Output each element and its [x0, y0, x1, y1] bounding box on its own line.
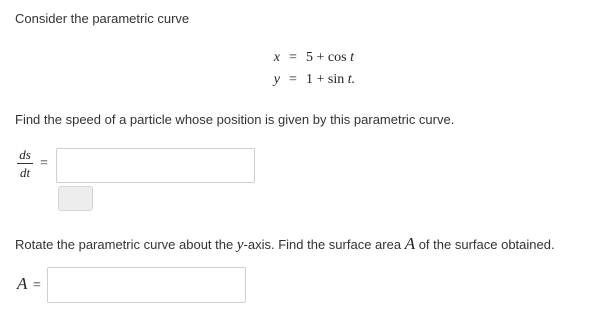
speed-answer-value — [57, 149, 254, 167]
area-label-var: A — [17, 274, 28, 293]
parametric-equations — [266, 50, 355, 88]
fraction-bar — [17, 163, 33, 164]
equation-x-var: x — [273, 50, 280, 65]
surface-area-answer-value — [48, 268, 245, 286]
surface-question-area-var: A — [404, 234, 416, 253]
ds-dt-fraction — [17, 148, 33, 179]
equation-x — [266, 50, 355, 66]
equation-y-var: y — [273, 72, 280, 87]
speed-equals-sign: = — [40, 156, 48, 171]
area-equals-sign: = — [33, 278, 41, 293]
equation-x-rhs: 5 + cos — [306, 50, 347, 65]
intro-text: Consider the parametric curve — [15, 11, 190, 26]
speed-preview-button[interactable] — [58, 186, 93, 211]
surface-question-part1: Rotate the parametric curve about the — [15, 237, 234, 252]
area-label — [17, 274, 41, 294]
speed-answer-input[interactable] — [56, 148, 255, 183]
surface-area-question-text — [15, 234, 555, 254]
fraction-denominator: dt — [19, 165, 31, 180]
equation-y-rhs-var: t. — [347, 72, 356, 87]
equation-y-rhs: 1 + sin — [306, 72, 345, 87]
equation-x-sign: = — [289, 50, 297, 65]
equation-y — [266, 72, 355, 88]
speed-question-text: Find the speed of a particle whose position is given by this parametric curve. — [15, 112, 455, 127]
fraction-numerator: ds — [19, 147, 31, 162]
surface-question-part3: of the surface obtained. — [418, 237, 555, 252]
surface-question-axis-var: y — [236, 237, 244, 253]
equation-x-rhs-var: t — [350, 50, 354, 65]
equation-y-sign: = — [289, 72, 297, 87]
surface-area-answer-input[interactable] — [47, 267, 246, 303]
surface-question-part2: -axis. Find the surface area — [243, 237, 402, 252]
